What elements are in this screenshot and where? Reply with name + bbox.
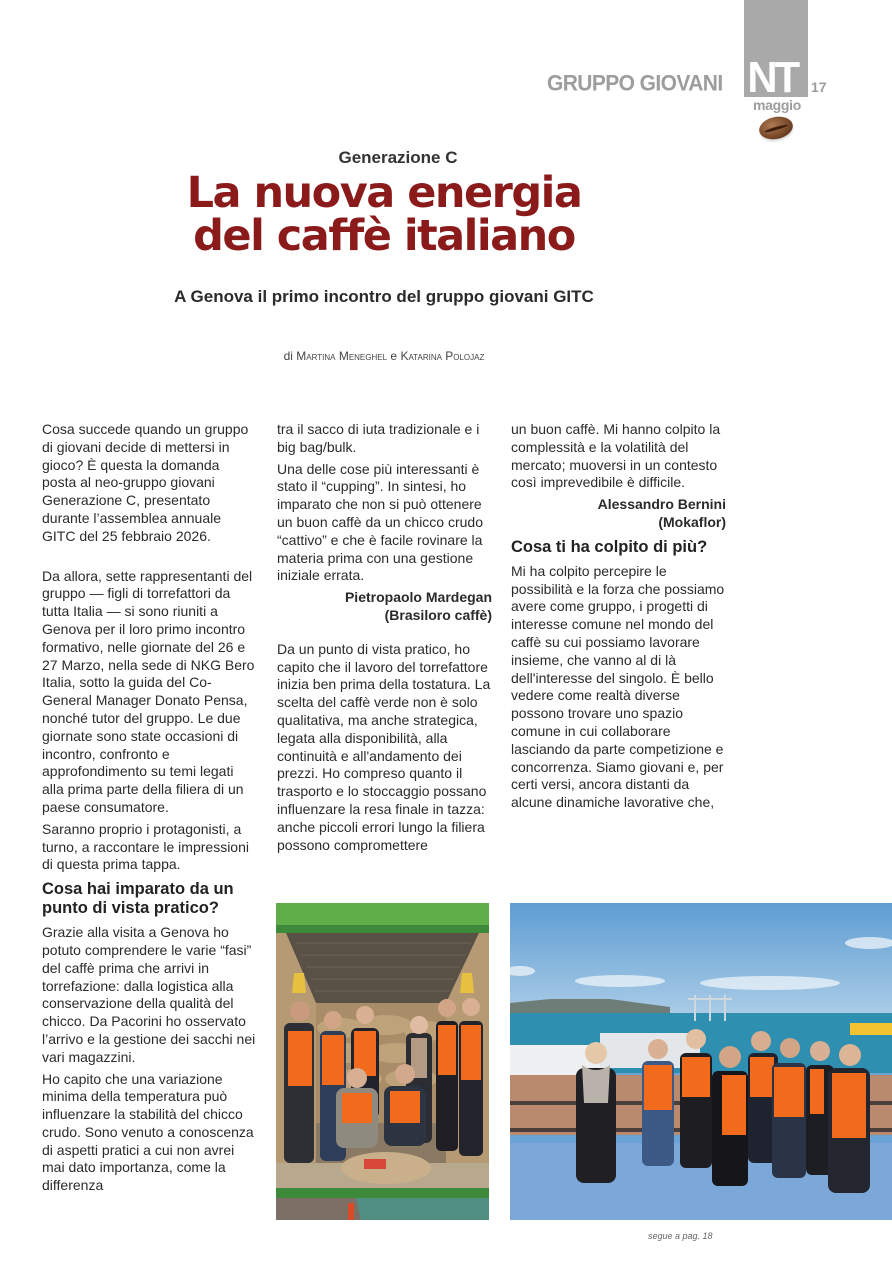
- paragraph: Da un punto di vista pratico, ho capito che il lavoro del torrefattore inizia ben prima della tostatura. La scelta del caffè verde non è solo qualitativa, ma anche strategica, legata alla disponibilità, alla continuità e all'andamento dei prezzi. Ho compreso quanto il trasporto e lo stoccaggio possano influenzare la resa finale in tazza: anche piccoli errori lungo la filiera possono compromettere: [277, 640, 491, 853]
- author-signature: [277, 589, 492, 625]
- body-column-3: [511, 421, 726, 816]
- headline-line-1: La nuova energia: [186, 168, 582, 218]
- continued-note: segue a pag. 18: [648, 1231, 713, 1241]
- paragraph: Ho capito che una variazione minima della temperatura può influenzare la stabilità del chicco crudo. Sono venuto a conoscenza di aspetti pratici a cui non avrei mai dato importanza, come la differenza: [42, 1070, 254, 1194]
- article-kicker: Generazione C: [338, 148, 458, 167]
- author-1: Martina Meneghel: [296, 349, 388, 363]
- body-column-1: [42, 421, 257, 1199]
- author-signature: [511, 496, 726, 532]
- paragraph: Cosa succede quando un gruppo di giovani decide di mettersi in gioco? È questa la domanda posta al neo-gruppo giovani Generazione C, presentato durante l’assemblea annuale GITC del 25 febbraio 2026.: [42, 421, 249, 544]
- article-subtitle: A Genova il primo incontro del gruppo giovani GITC: [174, 287, 594, 306]
- issue-month: maggio: [753, 97, 801, 113]
- paragraph: Grazie alla visita a Genova ho potuto comprendere le varie “fasi” del caffè prima che arrivi in torrefazione: dalla logistica alla conservazione della qualità del chicco. Da Pacorini ho osservato l’arrivo e la gestione dei sacchi nei vari magazzini.: [42, 924, 256, 1065]
- section-heading: Cosa hai imparato da un punto di vista pratico?: [42, 880, 234, 918]
- author-2: Katarina Polojaz: [400, 349, 485, 363]
- byline-prefix: di: [283, 349, 293, 363]
- section-heading: Cosa ti ha colpito di più?: [511, 537, 708, 556]
- magazine-logo: NT: [747, 53, 798, 102]
- byline: [0, 349, 768, 363]
- headline-line-2: del caffè italiano: [193, 211, 575, 261]
- photo-port-group: [510, 903, 892, 1220]
- photo-container-illustration: [276, 903, 489, 1220]
- coffee-bean-icon: [757, 114, 795, 143]
- paragraph: Saranno proprio i protagonisti, a turno, a raccontare le impressioni di questa prima tappa.: [42, 820, 249, 873]
- section-label: GRUPPO GIOVANI: [547, 71, 723, 96]
- signature-company: (Brasiloro caffè): [384, 606, 492, 623]
- paragraph: Una delle cose più interessanti è stato il “cupping”. In sintesi, ho imparato che non si può ottenere un buon caffè da un chicco crudo “cattivo” e che è facile rovinare la materia prima con una gestione iniziale errata.: [277, 460, 484, 584]
- signature-name: Pietropaolo Mardegan: [344, 589, 492, 606]
- page-number: 17: [811, 79, 827, 95]
- byline-joiner: e: [390, 349, 398, 363]
- paragraph: un buon caffè. Mi hanno colpito la complessità e la volatilità del mercato; muoversi in un contesto così imprevedibile è difficile.: [511, 421, 721, 491]
- paragraph: tra il sacco di iuta tradizionale e i big bag/bulk.: [277, 421, 480, 455]
- paragraph: Da allora, sette rappresentanti del gruppo — figli di torrefattori da tutta Italia — si sono riuniti a Genova per il loro primo incontro formativo, nelle giornate del 26 e 27 Marzo, nella sede di NKG Bero Italia, sotto la guida del Co-General Manager Donato Pensa, nonché tutor del gruppo. Le due giornate sono state occasioni di incontro, confronto e approfondimento su temi legati alla prima parte della filiera di un paese consumatore.: [42, 567, 255, 815]
- signature-name: Alessandro Bernini: [597, 496, 726, 513]
- body-column-2: [277, 421, 492, 858]
- article-headline: [0, 168, 768, 261]
- photo-container-group: [276, 903, 489, 1220]
- photo-port-illustration: [510, 903, 892, 1220]
- paragraph: Mi ha colpito percepire le possibilità e la forza che possiamo avere come gruppo, i progetti di interesse comune nel mondo del caffè su cui possiamo lavorare insieme, che vanno al di là dell'interesse del singolo. È bello vedere come realtà diverse possono trovare uno spazio comune in cui collaborare lasciando da parte competizione e concorrenza. Siamo giovani e, per certi versi, ancora distanti da alcune dinamiche lavorative che,: [511, 562, 725, 811]
- signature-company: (Mokaflor): [658, 513, 726, 530]
